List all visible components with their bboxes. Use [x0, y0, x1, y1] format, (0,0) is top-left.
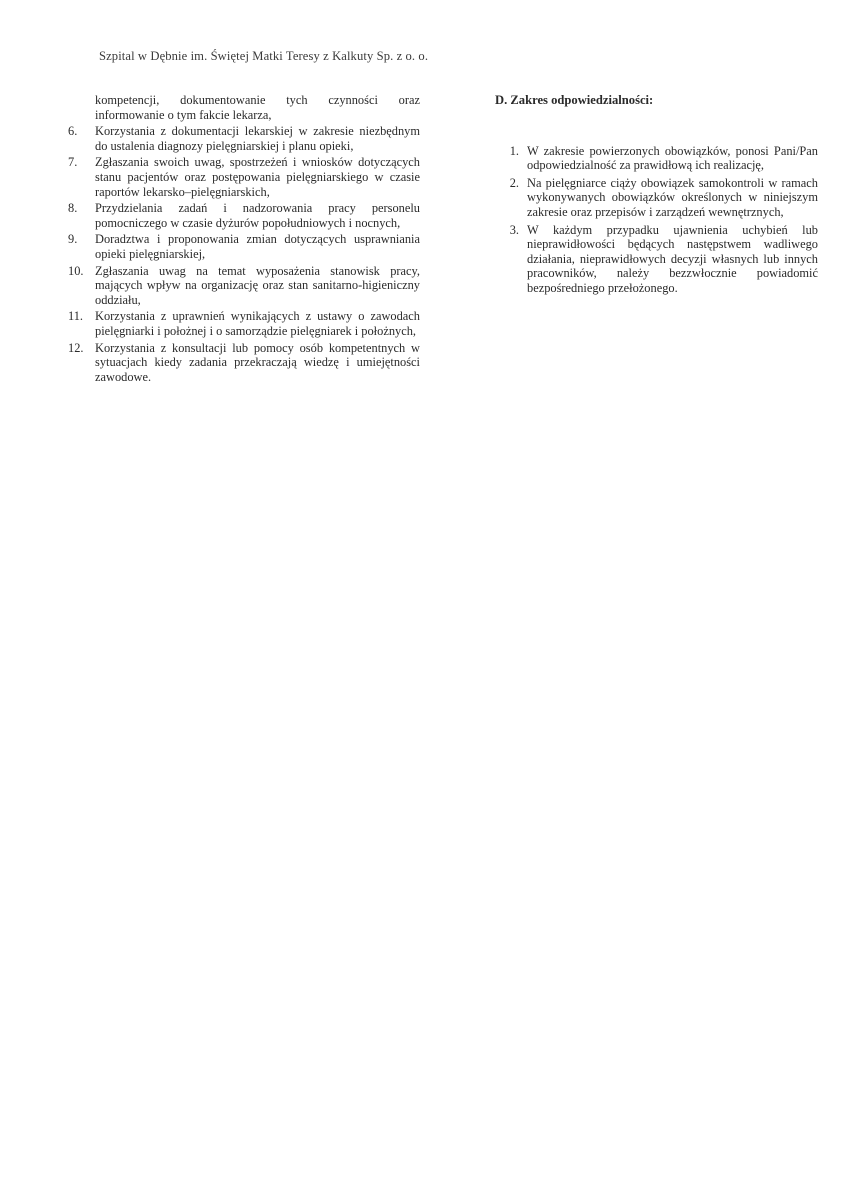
item-text: Korzystania z uprawnień wynikających z ustawy o zawodach pielęgniarki i położnej i o samorządzie pielęgniarek i położnych,: [95, 309, 420, 338]
item-number: 12.: [68, 340, 84, 355]
list-item: [68, 341, 420, 385]
item-number: 3.: [509, 222, 519, 237]
item-number: 2.: [509, 175, 519, 190]
list-item: [68, 124, 420, 153]
left-column: [68, 93, 420, 386]
item-text: Korzystania z dokumentacji lekarskiej w zakresie niezbędnym do ustalenia diagnozy pielęgniarskiej i planu opieki,: [95, 124, 420, 153]
list-item: [495, 223, 818, 296]
item-text: Zgłaszania uwag na temat wyposażenia stanowisk pracy, mających wpływ na organizację oraz stan sanitarno-higieniczny oddziału,: [95, 263, 420, 307]
rights-list: [68, 124, 420, 384]
item-number: 9.: [68, 232, 78, 247]
item-number: 8.: [68, 201, 78, 216]
list-item: [68, 232, 420, 261]
list-item: [495, 176, 818, 220]
document-header: Szpital w Dębnie im. Świętej Matki Teresy z Kalkuty Sp. z o. o.: [99, 49, 429, 63]
list-item: [68, 201, 420, 230]
item-number: 1.: [509, 143, 519, 158]
item-text: W zakresie powierzonych obowiązków, ponosi Pani/Pan odpowiedzialność za prawidłową ich realizację,: [527, 143, 818, 173]
item-number: 11.: [68, 309, 84, 324]
list-item: [495, 144, 818, 173]
item-text: Na pielęgniarce ciąży obowiązek samokontroli w ramach wykonywanych obowiązków określonych w niniejszym zakresie oraz przepisów i zarządzeń wewnętrznych,: [527, 175, 818, 219]
item-number: 6.: [68, 124, 78, 139]
item-text: Doradztwa i proponowania zmian dotyczących usprawniania opieki pielęgniarskiej,: [95, 232, 420, 261]
list-item: [68, 309, 420, 338]
right-column: [495, 93, 818, 299]
item-text: Korzystania z konsultacji lub pomocy osób kompetentnych w sytuacjach kiedy zadania przekraczają wiedzę i umiejętności zawodowe.: [95, 340, 420, 384]
list-item: [68, 264, 420, 308]
item-number: 10.: [68, 263, 84, 278]
item-text: Przydzielania zadań i nadzorowania pracy personelu pomocniczego w czasie dyżurów popołudniowych i nocnych,: [95, 201, 420, 230]
section-title: D. Zakres odpowiedzialności:: [495, 93, 654, 107]
item-number: 7.: [68, 155, 78, 170]
item-text: Zgłaszania swoich uwag, spostrzeżeń i wniosków dotyczących stanu pacjentów oraz postępowania pielęgniarskiego w czasie raportów lekarsko–pielęgniarskich,: [95, 155, 420, 199]
list-item: [68, 155, 420, 199]
item-text: W każdym przypadku ujawnienia uchybień lub nieprawidłowości będących następstwem wadliwego działania, nieprawidłowych decyzji własnych lub innych pracowników, należy bezzwłocznie powiadomić bezpośredniego przełożonego.: [527, 222, 818, 295]
continuation-text: kompetencji, dokumentowanie tych czynności oraz informowanie o tym fakcie lekarza,: [95, 93, 420, 122]
responsibility-list: [495, 144, 818, 296]
